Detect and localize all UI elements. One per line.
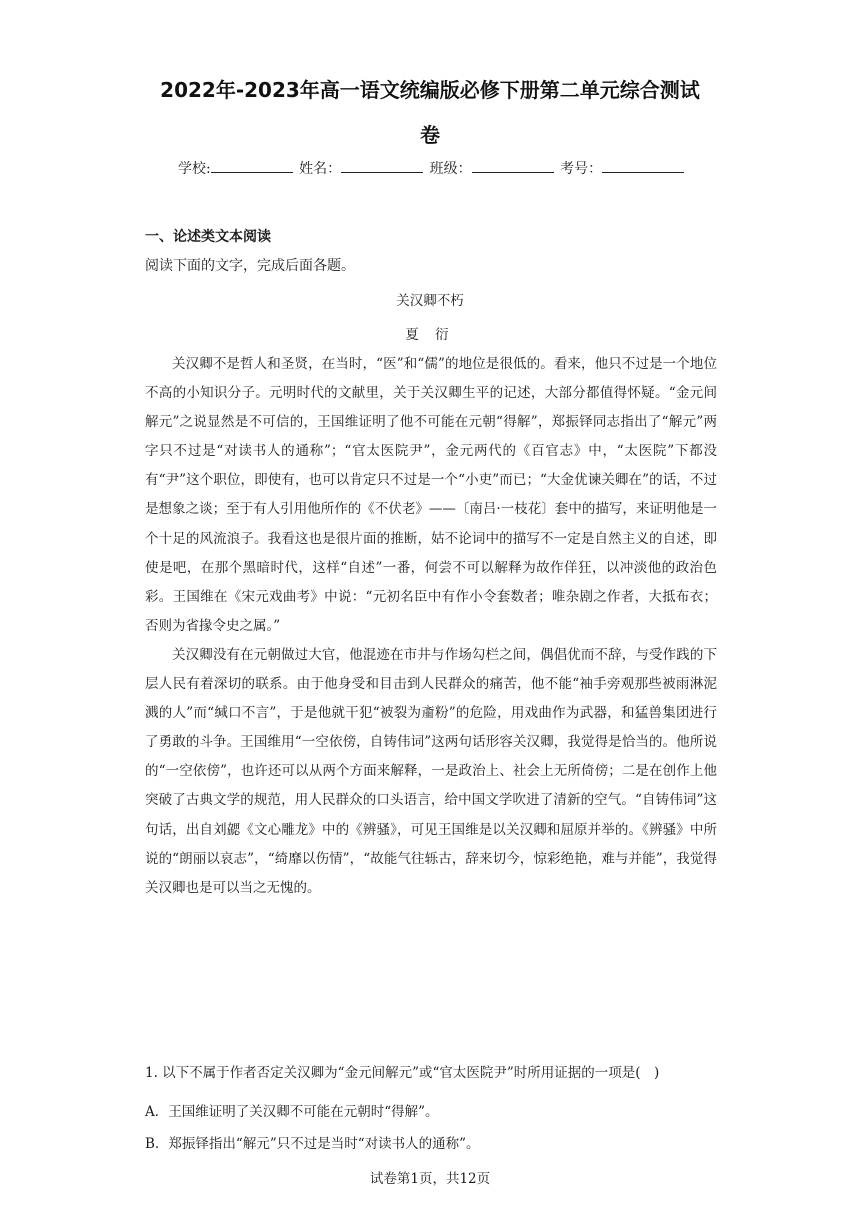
student-info-line — [178, 158, 698, 178]
class-blank — [472, 158, 554, 173]
school-label: 学校: — [178, 161, 211, 177]
name-blank — [341, 158, 423, 173]
question-1-option-a: A．王国维证明了关汉卿不可能在元朝时“得解”。 — [145, 1104, 439, 1120]
exam-title-line2: 卷 — [420, 123, 440, 147]
article-author: 夏 衍 — [405, 327, 455, 343]
exam-number-blank — [602, 158, 684, 173]
exam-number-label: 考号： — [560, 161, 603, 177]
question-1-option-b: B．郑振铎指出“解元”只不过是当时“对读书人的通称”。 — [145, 1136, 480, 1152]
article-body — [145, 350, 717, 903]
question-1-stem: 1. 以下不属于作者否定关汉卿为“金元间解元”或“官太医院尹”时所用证据的一项是( ) — [145, 1065, 660, 1081]
name-label: 姓名： — [299, 161, 342, 177]
article-paragraph-2: 关汉卿没有在元朝做过大官，他混迹在市井与作场勾栏之间，偶倡优而不辞，与受作践的下层人民有着深切的联系。由于他身受和目击到人民群众的痛苦，他不能“袖手旁观那些被雨淋泥溅的人”而“缄口不言”，于是他就干犯“被裂为齑粉”的危险，用戏曲作为武器，和猛兽集团进行了勇敢的斗争。王国维用“一空依傍，自铸伟词”这两句话形容关汉卿，我觉得是恰当的。他所说的“一空依傍”，也许还可以从两个方面来解释，一是政治上、社会上无所倚傍；二是在创作上他突破了古典文学的规范，用人民群众的口头语言，给中国文学吹进了清新的空气。“自铸伟词”这句话，出自刘勰《文心雕龙》中的《辨骚》，可见王国维是以关汉卿和屈原并举的。《辨骚》中所说的“朗丽以哀志”，“绮靡以伤情”，“故能气往轹古，辞来切今，惊彩绝艳，难与并能”，我觉得关汉卿也是可以当之无愧的。 — [145, 646, 717, 896]
article-paragraph-1: 关汉卿不是哲人和圣贤，在当时，“医”和“儒”的地位是很低的。看来，他只不过是一个地位不高的小知识分子。元明时代的文献里，关于关汉卿生平的记述，大部分都值得怀疑。“金元间解元”之说显然是不可信的，王国维证明了他不可能在元朝“得解”，郑振铎同志指出了“解元”两字只不过是“对读书人的通称”；“官太医院尹”，金元两代的《百官志》中，“太医院”下都没有“尹”这个职位，即使有，也可以肯定只不过是一个“小吏”而已；“大金优谏关卿在”的话，不过是想象之谈；至于有人引用他所作的《不伏老》——〔南吕·一枝花〕套中的描写，来证明他是一个十足的风流浪子。我看这也是很片面的推断，姑不论词中的描写不一定是自然主义的自述，即使是吧，在那个黑暗时代，这样“自述”一番，何尝不可以解释为故作佯狂，以冲淡他的政治色彩。王国维在《宋元戏曲考》中说：“元初名臣中有作小令套数者；唯杂剧之作者，大抵布衣；否则为省掾令史之属。” — [145, 356, 717, 634]
section-instruction: 阅读下面的文字，完成后面各题。 — [145, 258, 355, 274]
school-blank — [211, 158, 293, 173]
exam-title-line1: 2022年-2023年高一语文统编版必修下册第二单元综合测试 — [160, 78, 700, 102]
page-footer: 试卷第1页，共12页 — [369, 1171, 491, 1187]
class-label: 班级： — [429, 161, 472, 177]
section-heading: 一、论述类文本阅读 — [145, 229, 271, 245]
article-title: 关汉卿不朽 — [396, 293, 464, 309]
